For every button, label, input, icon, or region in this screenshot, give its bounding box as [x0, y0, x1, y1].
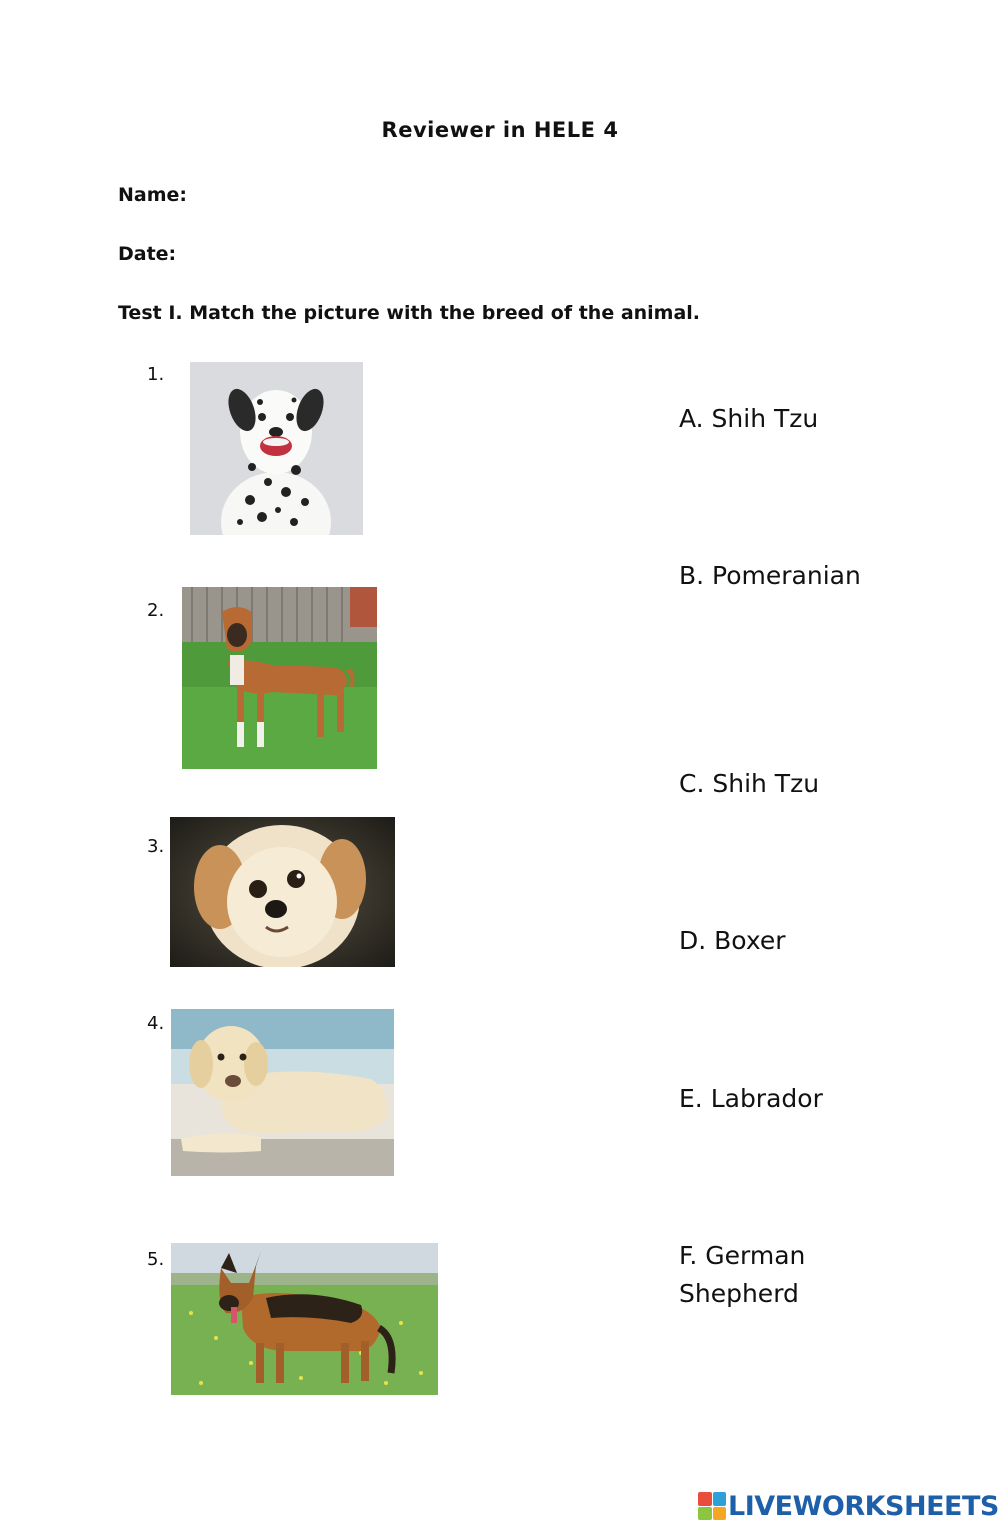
name-label: Name:: [118, 184, 188, 206]
logo-text: LIVEWORKSHEETS: [728, 1490, 999, 1522]
dalmatian-dog-photo: [190, 362, 363, 535]
labrador-dog-photo: [171, 1009, 394, 1176]
item-number-4: 4.: [147, 1013, 165, 1034]
choice-c: C. Shih Tzu: [679, 769, 820, 798]
choice-f: [679, 1237, 899, 1313]
choice-e: E. Labrador: [679, 1084, 823, 1113]
worksheet-title: Reviewer in HELE 4: [381, 118, 619, 142]
item-number-1: 1.: [147, 364, 165, 385]
choice-a: A. Shih Tzu: [679, 404, 819, 433]
item-number-5: 5.: [147, 1249, 165, 1270]
boxer-dog-photo: [182, 587, 377, 769]
shih-tzu-dog-photo: [170, 817, 395, 967]
date-label: Date:: [118, 243, 177, 265]
test-instruction: Test I. Match the picture with the breed of the animal.: [118, 302, 701, 324]
choice-d: D. Boxer: [679, 926, 786, 955]
choice-f-line-1: F. German: [679, 1241, 806, 1270]
liveworksheets-logo[interactable]: [698, 1490, 999, 1522]
german-shepherd-dog-photo: [171, 1243, 438, 1395]
choice-b: B. Pomeranian: [679, 561, 861, 590]
item-number-2: 2.: [147, 600, 165, 621]
item-number-3: 3.: [147, 836, 165, 857]
logo-mark-icon: [698, 1492, 726, 1520]
choice-f-line-2: Shepherd: [679, 1279, 799, 1308]
